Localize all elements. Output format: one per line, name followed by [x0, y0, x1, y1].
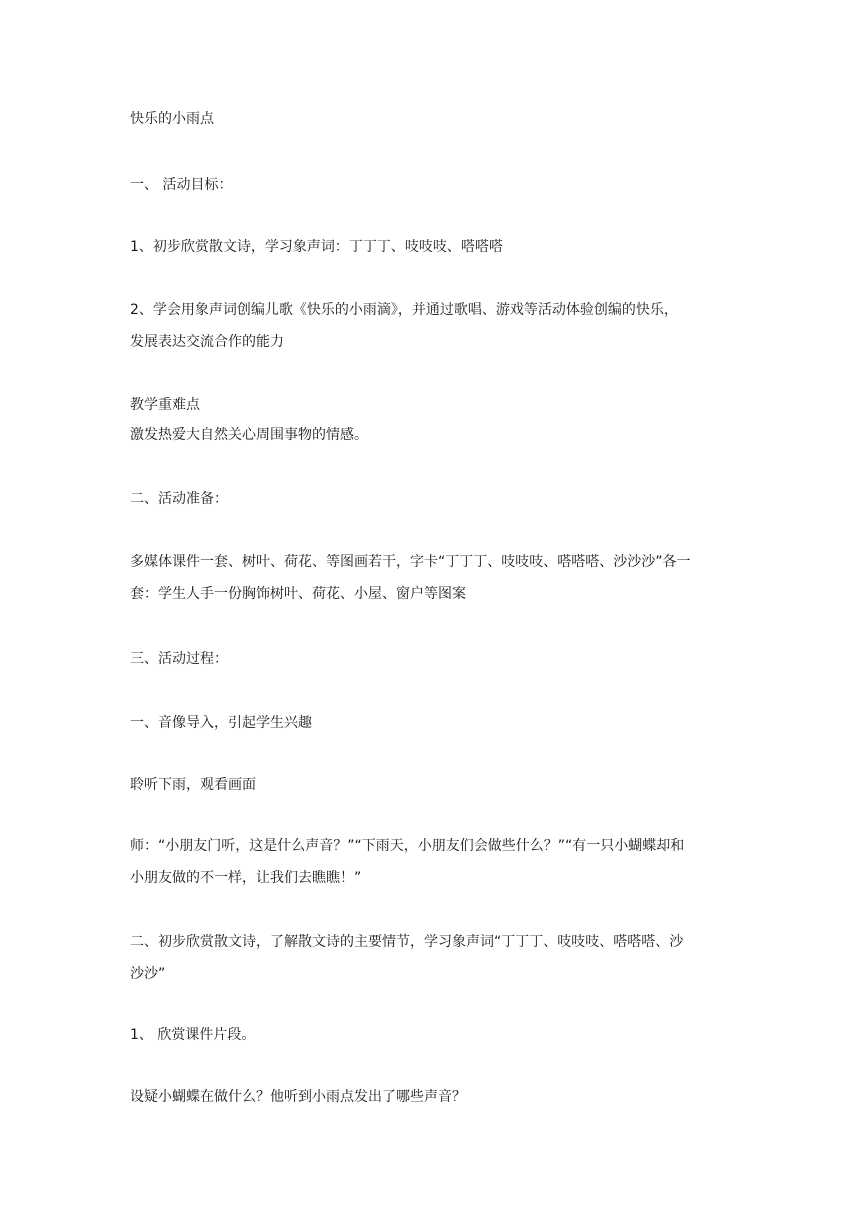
step-1-heading: 一、音像导入，引起学生兴趣 [130, 715, 312, 731]
section-heading-preparation: 二、活动准备： [130, 491, 228, 507]
step-2-subitem-1: 1、 欣赏课件片段。 [130, 1027, 256, 1043]
difficulty-text: 激发热爱大自然关心周围事物的情感。 [130, 427, 368, 443]
step-2-heading-line-1: 二、初步欣赏散文诗，了解散文诗的主要情节，学习象声词“丁丁丁、吱吱吱、嗒嗒嗒、沙 [130, 934, 684, 950]
preparation-line-1: 多媒体课件一套、树叶、荷花、等图画若干，字卡“丁丁丁、吱吱吱、嗒嗒嗒、沙沙沙”各一 [130, 554, 691, 570]
goal-item-2-line-2: 发展表达交流合作的能力 [130, 334, 284, 350]
section-heading-process: 三、活动过程： [130, 651, 228, 667]
teacher-dialogue-line-1: 师：“小朋友门听，这是什么声音？”“下雨天，小朋友们会做些什么？”“有一只小蝴蝶却和 [130, 838, 685, 854]
step-2-heading [130, 926, 735, 990]
difficulty-label: 教学重难点 [130, 397, 200, 413]
goal-item-1: 1、初步欣赏散文诗，学习象声词：丁丁丁、吱吱吱、嗒嗒嗒 [130, 239, 503, 255]
teacher-dialogue [130, 830, 735, 894]
preparation-paragraph [130, 546, 735, 610]
section-heading-goals: 一、 活动目标： [130, 177, 233, 193]
step-2-question: 设疑小蝴蝶在做什么？他听到小雨点发出了哪些声音？ [130, 1089, 466, 1105]
step-1-text: 聆听下雨，观看画面 [130, 777, 256, 793]
step-2-heading-line-2: 沙沙” [130, 966, 166, 982]
document-title: 快乐的小雨点 [130, 111, 214, 127]
teacher-dialogue-line-2: 小朋友做的不一样，让我们去瞧瞧！” [130, 870, 362, 886]
goal-item-2 [130, 294, 735, 358]
goal-item-2-line-1: 2、学会用象声词创编儿歌《快乐的小雨滴》，并通过歌唱、游戏等活动体验创编的快乐， [130, 302, 678, 318]
preparation-line-2: 套：学生人手一份胸饰树叶、荷花、小屋、窗户等图案 [130, 586, 466, 602]
